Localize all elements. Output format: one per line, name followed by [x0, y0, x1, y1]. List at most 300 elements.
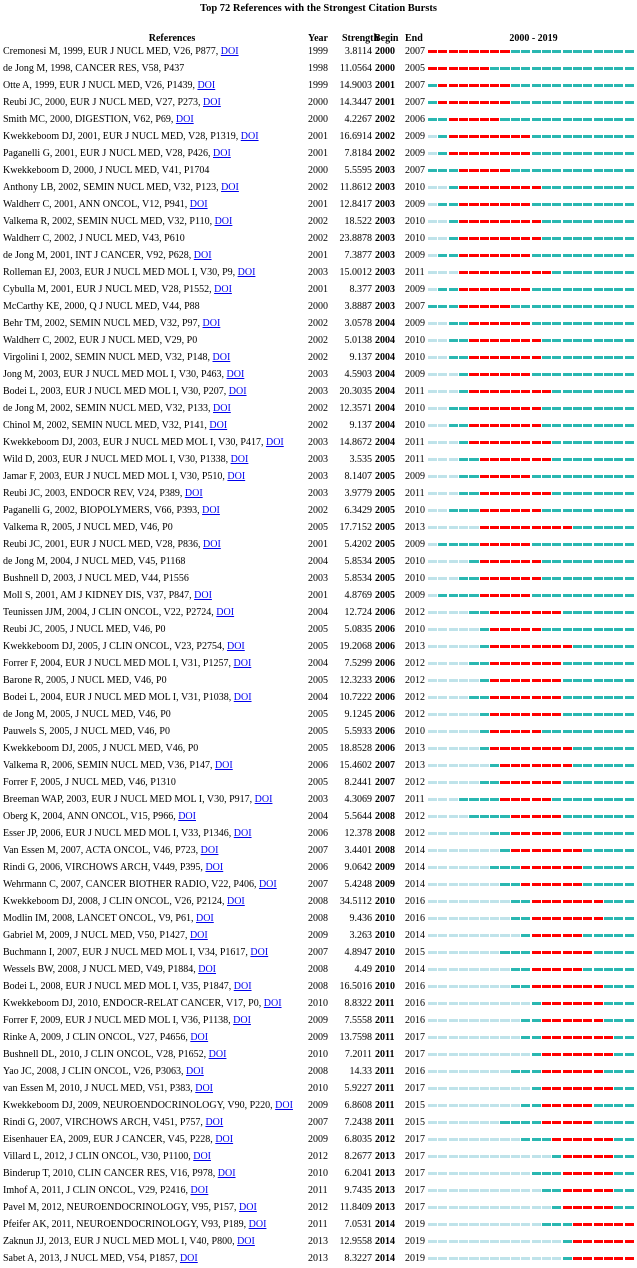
strength-cell: 12.724 [344, 607, 372, 618]
pre-publication-segment [500, 1087, 509, 1090]
timeline-segment [625, 832, 634, 835]
timeline-segment [625, 407, 634, 410]
burst-segment [490, 305, 499, 308]
pre-publication-segment [469, 832, 478, 835]
pre-publication-segment [469, 1019, 478, 1022]
burst-segment [480, 492, 489, 495]
burst-timeline [428, 672, 635, 689]
timeline-segment [449, 424, 458, 427]
burst-segment [500, 441, 509, 444]
burst-segment [542, 1087, 551, 1090]
pre-publication-segment [428, 407, 437, 410]
burst-segment [469, 339, 478, 342]
burst-segment [500, 186, 509, 189]
pre-publication-segment [438, 696, 447, 699]
reference-text [3, 349, 230, 366]
reference-citation: Reubi JC, 2001, EUR J NUCL MED, V28, P836, [3, 539, 201, 550]
burst-segment [552, 951, 561, 954]
pre-publication-segment [542, 1257, 551, 1260]
pre-publication-segment [459, 849, 468, 852]
timeline-segment [604, 458, 613, 461]
timeline-segment [614, 900, 623, 903]
burst-segment [469, 305, 478, 308]
year-cell: 2000 [308, 97, 328, 108]
reference-citation: Bodei L, 2004, EUR J NUCL MED MOL I, V31, P1038, [3, 692, 232, 703]
timeline-segment [542, 135, 551, 138]
burst-segment [521, 849, 530, 852]
burst-segment [521, 713, 530, 716]
timeline-segment [614, 101, 623, 104]
end-cell: 2011 [405, 437, 425, 448]
doi-link[interactable]: DOI [190, 1185, 209, 1196]
burst-segment [573, 1138, 582, 1141]
burst-segment [583, 1053, 592, 1056]
pre-publication-segment [428, 475, 437, 478]
timeline-segment [573, 254, 582, 257]
timeline-segment [625, 526, 634, 529]
timeline-segment [604, 849, 613, 852]
burst-segment [500, 407, 509, 410]
burst-segment [490, 407, 499, 410]
reference-citation: de Jong M, 2004, J NUCL MED, V45, P1168 [3, 556, 186, 567]
burst-segment [469, 67, 478, 70]
reference-citation: Waldherr C, 2001, ANN ONCOL, V12, P941, [3, 199, 188, 210]
timeline-segment [594, 968, 603, 971]
reference-citation: Rinke A, 2009, J CLIN ONCOL, V27, P4656, [3, 1032, 188, 1043]
doi-link[interactable]: DOI [208, 1049, 227, 1060]
pre-publication-segment [449, 271, 458, 274]
burst-segment [511, 628, 520, 631]
table-row [0, 451, 637, 468]
doi-link[interactable]: DOI [216, 607, 235, 618]
reference-citation: Kwekkeboom DJ, 2005, J NUCL MED, V46, P0 [3, 743, 199, 754]
doi-link[interactable]: DOI [198, 964, 217, 975]
year-cell: 2007 [308, 1117, 328, 1128]
burst-segment [604, 1223, 613, 1226]
doi-link[interactable]: DOI [239, 1202, 257, 1213]
pre-publication-segment [449, 917, 458, 920]
timeline-segment [542, 509, 551, 512]
burst-segment [521, 152, 530, 155]
doi-link[interactable]: DOI [179, 1253, 198, 1264]
burst-segment [532, 747, 541, 750]
burst-segment [511, 356, 520, 359]
table-row [0, 961, 637, 978]
pre-publication-segment [438, 407, 447, 410]
doi-link[interactable]: DOI [254, 794, 273, 805]
table-row [0, 655, 637, 672]
pre-publication-segment [521, 1240, 530, 1243]
year-cell: 2004 [308, 692, 328, 703]
pre-publication-segment [552, 1240, 561, 1243]
doi-link[interactable]: DOI [233, 658, 252, 669]
pre-publication-segment [500, 917, 509, 920]
pre-publication-segment [480, 1121, 489, 1124]
doi-link[interactable]: DOI [186, 1066, 204, 1077]
burst-segment [594, 1172, 603, 1175]
pre-publication-segment [459, 1155, 468, 1158]
header-year-range: 2000 - 2019 [509, 33, 558, 44]
doi-link[interactable]: DOI [265, 437, 284, 448]
burst-segment [552, 611, 561, 614]
burst-segment [594, 1019, 603, 1022]
timeline-segment [625, 271, 634, 274]
burst-segment [614, 1223, 623, 1226]
table-row [0, 315, 637, 332]
burst-segment [449, 50, 458, 53]
burst-timeline [428, 434, 635, 451]
end-cell: 2009 [405, 590, 425, 601]
burst-segment [500, 339, 509, 342]
doi-link[interactable]: DOI [209, 420, 228, 431]
reference-text [3, 366, 244, 383]
doi-link[interactable]: DOI [203, 97, 221, 108]
strength-cell: 7.3877 [344, 250, 372, 261]
doi-link[interactable]: DOI [250, 947, 269, 958]
doi-link[interactable]: DOI [226, 641, 245, 652]
burst-segment [480, 203, 489, 206]
timeline-segment [614, 237, 623, 240]
reference-text [3, 298, 200, 315]
reference-citation: Forrer F, 2009, EUR J NUCL MED MOL I, V36, P1138, [3, 1015, 231, 1026]
end-cell: 2013 [405, 522, 425, 533]
end-cell: 2010 [405, 573, 425, 584]
burst-segment [511, 424, 520, 427]
burst-segment [583, 1223, 592, 1226]
timeline-segment [604, 118, 613, 121]
burst-segment [521, 288, 530, 291]
pre-publication-segment [449, 662, 458, 665]
timeline-segment [604, 560, 613, 563]
year-cell: 2001 [308, 539, 328, 550]
doi-link[interactable]: DOI [197, 80, 216, 91]
burst-segment [521, 441, 530, 444]
timeline-segment [563, 798, 572, 801]
begin-cell: 2006 [375, 675, 395, 686]
strength-cell: 6.8608 [344, 1100, 372, 1111]
burst-segment [552, 1121, 561, 1124]
pre-publication-segment [428, 934, 437, 937]
burst-timeline [428, 145, 635, 162]
pre-publication-segment [469, 747, 478, 750]
burst-segment [490, 526, 499, 529]
timeline-segment [594, 628, 603, 631]
pre-publication-segment [449, 492, 458, 495]
pre-publication-segment [469, 679, 478, 682]
pre-publication-segment [490, 1002, 499, 1005]
burst-segment [532, 441, 541, 444]
table-row [0, 281, 637, 298]
timeline-segment [614, 662, 623, 665]
timeline-segment [625, 84, 634, 87]
timeline-segment [428, 305, 437, 308]
reference-text [3, 740, 198, 757]
doi-link[interactable]: DOI [175, 114, 194, 125]
pre-publication-segment [532, 1257, 541, 1260]
begin-cell: 2005 [375, 539, 395, 550]
end-cell: 2013 [405, 743, 425, 754]
timeline-segment [583, 373, 592, 376]
reference-citation: Moll S, 2001, AM J KIDNEY DIS, V37, P847, [3, 590, 192, 601]
begin-cell: 2003 [375, 267, 395, 278]
strength-cell: 6.8035 [344, 1134, 372, 1145]
burst-segment [511, 152, 520, 155]
doi-link[interactable]: DOI [203, 539, 221, 550]
timeline-segment [604, 339, 613, 342]
timeline-segment [583, 203, 592, 206]
doi-link[interactable]: DOI [189, 199, 208, 210]
timeline-segment [594, 696, 603, 699]
burst-segment [511, 492, 520, 495]
doi-link[interactable]: DOI [195, 913, 214, 924]
burst-segment [521, 781, 530, 784]
timeline-segment [604, 1002, 613, 1005]
reference-text [3, 553, 185, 570]
burst-segment [511, 475, 520, 478]
doi-link[interactable]: DOI [228, 386, 247, 397]
burst-timeline [428, 111, 635, 128]
timeline-segment [594, 951, 603, 954]
doi-link[interactable]: DOI [193, 1151, 212, 1162]
burst-timeline [428, 281, 635, 298]
reference-text [3, 247, 212, 264]
doi-link[interactable]: DOI [220, 46, 239, 57]
timeline-segment [511, 1070, 520, 1073]
doi-link[interactable]: DOI [226, 369, 245, 380]
begin-cell: 2005 [375, 590, 395, 601]
burst-segment [532, 339, 541, 342]
timeline-segment [614, 832, 623, 835]
burst-segment [521, 526, 530, 529]
year-cell: 1999 [308, 80, 328, 91]
timeline-segment [573, 696, 582, 699]
burst-segment [480, 373, 489, 376]
timeline-segment [614, 1053, 623, 1056]
reference-text [3, 111, 194, 128]
timeline-segment [521, 1070, 530, 1073]
doi-link[interactable]: DOI [194, 590, 212, 601]
timeline-segment [583, 254, 592, 257]
pre-publication-segment [490, 1070, 499, 1073]
burst-segment [480, 441, 489, 444]
doi-link[interactable]: DOI [200, 845, 219, 856]
doi-link[interactable]: DOI [193, 250, 212, 261]
timeline-segment [521, 1104, 530, 1107]
timeline-segment [614, 934, 623, 937]
doi-link[interactable]: DOI [190, 1032, 209, 1043]
timeline-segment [614, 577, 623, 580]
burst-segment [563, 968, 572, 971]
doi-link[interactable]: DOI [205, 1117, 224, 1128]
doi-link[interactable]: DOI [237, 267, 256, 278]
burst-segment [428, 67, 437, 70]
burst-timeline [428, 1131, 635, 1148]
burst-segment [573, 934, 582, 937]
pre-publication-segment [428, 390, 437, 393]
doi-link[interactable]: DOI [202, 505, 220, 516]
timeline-segment [480, 628, 489, 631]
timeline-segment [552, 373, 561, 376]
doi-link[interactable]: DOI [233, 828, 252, 839]
timeline-segment [521, 934, 530, 937]
end-cell: 2010 [405, 216, 425, 227]
burst-segment [511, 288, 520, 291]
timeline-segment [532, 118, 541, 121]
burst-segment [490, 475, 499, 478]
burst-segment [552, 866, 561, 869]
begin-cell: 2010 [375, 930, 395, 941]
doi-link[interactable]: DOI [240, 131, 259, 142]
burst-segment [449, 101, 458, 104]
burst-segment [552, 747, 561, 750]
timeline-segment [594, 152, 603, 155]
pre-publication-segment [428, 662, 437, 665]
doi-link[interactable]: DOI [189, 930, 208, 941]
pre-publication-segment [449, 696, 458, 699]
doi-link[interactable]: DOI [263, 998, 282, 1009]
pre-publication-segment [428, 254, 437, 257]
timeline-segment [614, 186, 623, 189]
burst-segment [469, 441, 478, 444]
burst-timeline [428, 94, 635, 111]
doi-link[interactable]: DOI [214, 760, 233, 771]
pre-publication-segment [449, 1002, 458, 1005]
doi-link[interactable]: DOI [205, 862, 224, 873]
strength-cell: 9.1245 [344, 709, 372, 720]
doi-link[interactable]: DOI [214, 284, 232, 295]
timeline-segment [449, 203, 458, 206]
pre-publication-segment [438, 764, 447, 767]
table-row [0, 723, 637, 740]
reference-citation: Bodei L, 2008, EUR J NUCL MED MOL I, V35, P1847, [3, 981, 232, 992]
pre-publication-segment [459, 968, 468, 971]
burst-segment [459, 237, 468, 240]
doi-link[interactable]: DOI [258, 879, 277, 890]
pre-publication-segment [428, 1019, 437, 1022]
doi-link[interactable]: DOI [226, 896, 245, 907]
timeline-segment [614, 849, 623, 852]
doi-link[interactable]: DOI [213, 403, 231, 414]
burst-segment [500, 798, 509, 801]
reference-text [3, 1165, 236, 1182]
timeline-segment [449, 543, 458, 546]
burst-segment [594, 1223, 603, 1226]
burst-segment [552, 900, 561, 903]
pre-publication-segment [459, 866, 468, 869]
burst-timeline [428, 128, 635, 145]
begin-cell: 2004 [375, 437, 395, 448]
doi-link[interactable]: DOI [233, 981, 252, 992]
burst-segment [563, 1019, 572, 1022]
timeline-segment [552, 101, 561, 104]
burst-segment [469, 288, 478, 291]
pre-publication-segment [428, 203, 437, 206]
end-cell: 2014 [405, 879, 425, 890]
pre-publication-segment [500, 1070, 509, 1073]
burst-segment [542, 1053, 551, 1056]
burst-segment [604, 1206, 613, 1209]
burst-segment [532, 458, 541, 461]
doi-link[interactable]: DOI [215, 1134, 234, 1145]
timeline-segment [552, 67, 561, 70]
burst-segment [604, 1087, 613, 1090]
doi-link[interactable]: DOI [230, 454, 249, 465]
doi-link[interactable]: DOI [195, 1083, 214, 1094]
pre-publication-segment [428, 968, 437, 971]
pre-publication-segment [428, 509, 437, 512]
doi-link[interactable]: DOI [213, 148, 231, 159]
doi-link[interactable]: DOI [227, 471, 246, 482]
doi-link[interactable]: DOI [217, 1168, 236, 1179]
timeline-segment [594, 662, 603, 665]
burst-segment [480, 526, 489, 529]
begin-cell: 2011 [375, 1100, 395, 1111]
doi-link[interactable]: DOI [233, 692, 252, 703]
timeline-segment [583, 509, 592, 512]
table-row [0, 1131, 637, 1148]
doi-link[interactable]: DOI [202, 318, 221, 329]
pre-publication-segment [469, 900, 478, 903]
pre-publication-segment [438, 1121, 447, 1124]
doi-link[interactable]: DOI [214, 216, 233, 227]
timeline-segment [583, 169, 592, 172]
burst-segment [542, 781, 551, 784]
burst-segment [521, 373, 530, 376]
pre-publication-segment [449, 1138, 458, 1141]
burst-timeline [428, 723, 635, 740]
timeline-segment [563, 611, 572, 614]
timeline-segment [625, 237, 634, 240]
end-cell: 2016 [405, 913, 425, 924]
pre-publication-segment [480, 1070, 489, 1073]
doi-link[interactable]: DOI [184, 488, 203, 499]
end-cell: 2017 [405, 1032, 425, 1043]
timeline-segment [500, 815, 509, 818]
doi-link[interactable]: DOI [237, 1236, 255, 1247]
timeline-segment [604, 781, 613, 784]
timeline-segment [552, 798, 561, 801]
burst-segment [469, 407, 478, 410]
pre-publication-segment [438, 1104, 447, 1107]
burst-segment [500, 509, 509, 512]
doi-link[interactable]: DOI [275, 1100, 293, 1111]
burst-segment [480, 288, 489, 291]
pre-publication-segment [438, 577, 447, 580]
pre-publication-segment [469, 1189, 478, 1192]
burst-segment [552, 1087, 561, 1090]
doi-link[interactable]: DOI [212, 352, 231, 363]
begin-cell: 2004 [375, 318, 395, 329]
timeline-segment [594, 526, 603, 529]
reference-text [3, 621, 166, 638]
year-cell: 1998 [308, 63, 328, 74]
strength-cell: 4.49 [354, 964, 372, 975]
pre-publication-segment [438, 271, 447, 274]
end-cell: 2010 [405, 726, 425, 737]
timeline-segment [614, 1104, 623, 1107]
reference-text [3, 672, 167, 689]
doi-link[interactable]: DOI [221, 182, 239, 193]
timeline-segment [614, 696, 623, 699]
doi-link[interactable]: DOI [233, 1015, 251, 1026]
timeline-segment [604, 951, 613, 954]
timeline-segment [604, 883, 613, 886]
doi-link[interactable]: DOI [248, 1219, 267, 1230]
doi-link[interactable]: DOI [178, 811, 196, 822]
burst-segment [480, 509, 489, 512]
timeline-segment [625, 424, 634, 427]
burst-segment [552, 815, 561, 818]
